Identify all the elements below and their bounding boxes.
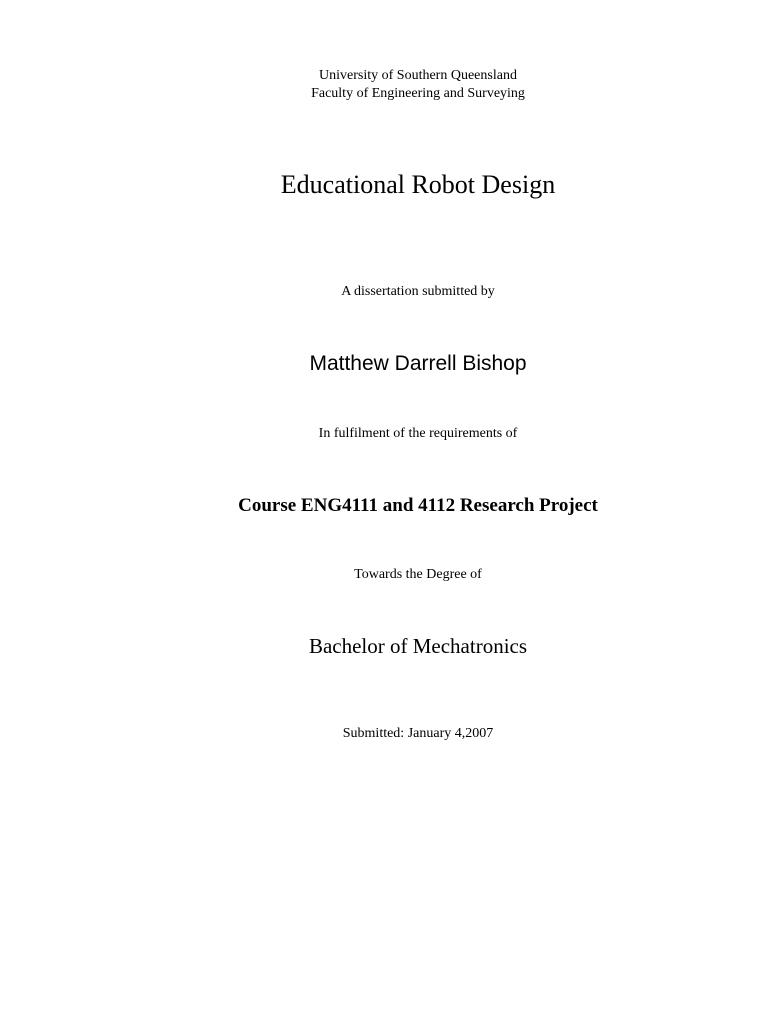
university-name: University of Southern Queensland <box>319 68 517 83</box>
submitted-by-label: A dissertation submitted by <box>341 284 495 299</box>
dissertation-title: Educational Robot Design <box>280 170 556 199</box>
degree-label: Towards the Degree of <box>354 567 482 582</box>
degree-name: Bachelor of Mechatronics <box>308 634 528 658</box>
submission-date: Submitted: January 4,2007 <box>342 726 494 741</box>
fulfilment-label: In fulfilment of the requirements of <box>318 426 518 441</box>
faculty-name: Faculty of Engineering and Surveying <box>311 86 525 101</box>
author-name: Matthew Darrell Bishop <box>309 352 527 375</box>
course-name: Course ENG4111 and 4112 Research Project <box>238 495 598 516</box>
